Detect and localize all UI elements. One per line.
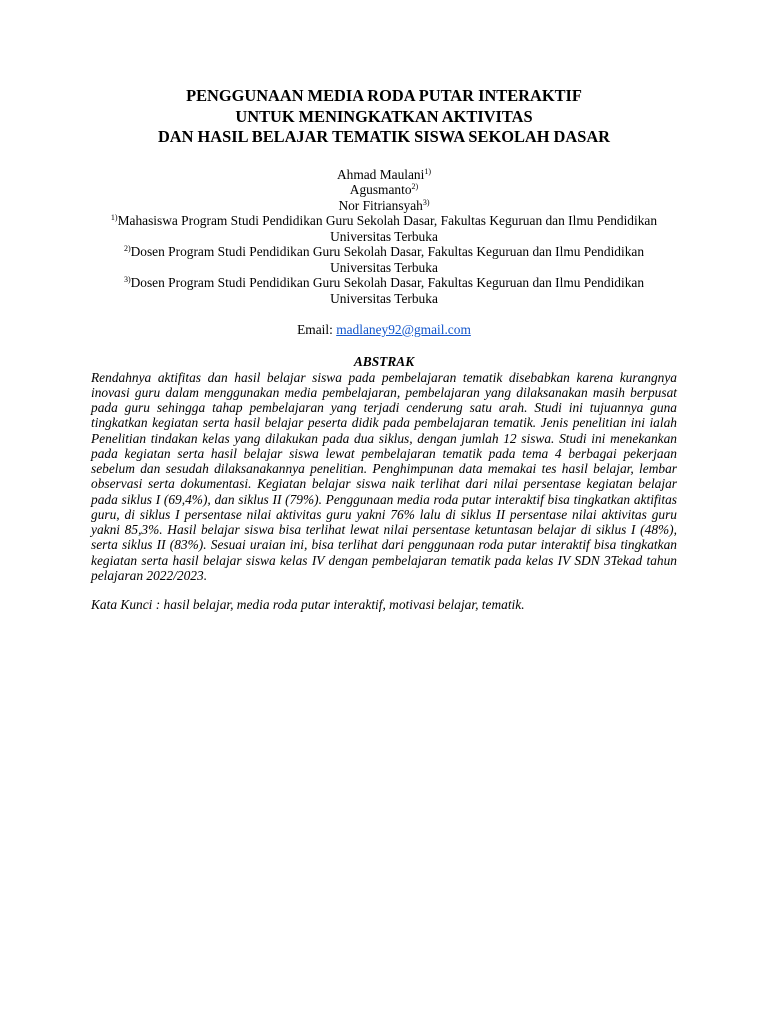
author-name: Agusmanto — [349, 182, 412, 197]
title-line-1: PENGGUNAAN MEDIA RODA PUTAR INTERAKTIF — [186, 86, 582, 105]
author-mark: 1) — [424, 166, 432, 176]
affiliation-text: Dosen Program Studi Pendidikan Guru Sekolah Dasar, Fakultas Keguruan dan Ilmu Pendidikan — [130, 275, 645, 290]
title-line-2: UNTUK MENINGKATKAN AKTIVITAS — [235, 106, 533, 126]
affiliation-mark: 3) — [123, 275, 131, 284]
author-mark: 3) — [422, 197, 430, 207]
author-3 — [91, 198, 677, 214]
author-block — [91, 167, 677, 307]
author-name: Ahmad Maulani — [336, 166, 425, 182]
email-label: Email: — [297, 322, 337, 337]
title-line-3: DAN HASIL BELAJAR TEMATIK SISWA SEKOLAH DASAR — [157, 127, 611, 146]
email-line — [91, 322, 677, 338]
affiliation-text: Dosen Program Studi Pendidikan Guru Sekolah Dasar, Fakultas Keguruan dan Ilmu Pendidikan — [130, 244, 645, 259]
affiliation-2-institution: Universitas Terbuka — [330, 259, 438, 275]
keywords: Kata Kunci : hasil belajar, media roda putar interaktif, motivasi belajar, tematik. — [91, 597, 525, 612]
affiliation-2 — [91, 244, 677, 260]
author-2 — [91, 182, 677, 198]
abstract-body: Rendahnya aktifitas dan hasil belajar siswa pada pembelajaran tematik disebabkan karena kurangnya inovasi guru dalam menggunakan media pembelajaran, pembelajaran yang dilaksanakan masih berpusat pada guru sehingga tahap pembelajaran yang terjadi cenderung satu arah. Studi ini tujuannya guna tingkatkan kegiatan serta hasil belajar peserta didik pada pembelajaran tematik. Jenis penelitian ini ialah Penelitian tindakan kelas yang dilakukan pada dua siklus, dengan jumlah 12 siswa. Studi ini menekankan pada kegiatan serta hasil belajar siswa lewat pembelajaran tematik pada tema 4 berbagai pekerjaan sebelum dan sesudah dilaksanakannya penelitian. Penghimpunan data memakai tes hasil belajar, lembar observasi serta dokumentasi. Kegiatan belajar siswa naik terlihat dari nilai persentase kegiatan belajar pada siklus I (69,4%), dan siklus II (79%). Penggunaan media roda putar interaktif bisa tingkatkan aktifitas guru, di siklus I persentase nilai aktivitas guru yakni 76% lalu di siklus II persentase nilai aktivitas guru yakni 85,3%. Hasil belajar siswa bisa terlihat lewat nilai persentase ketuntasan belajar di siklus I (48%), serta siklus II (83%). Sesuai uraian ini, bisa terlihat dari penggunaan roda putar interaktif bisa tingkatkan kegiatan serta hasil belajar siswa kelas IV dengan pembelajaran tematik pada kelas IV SDN 3Tekad tahun pelajaran 2022/2023. — [91, 369, 677, 583]
paper-first-page — [91, 86, 677, 613]
paper-title — [91, 86, 677, 148]
affiliation-text: Mahasiswa Program Studi Pendidikan Guru Sekolah Dasar, Fakultas Keguruan dan Ilmu Pendidikan — [117, 213, 658, 228]
affiliation-3 — [91, 275, 677, 291]
affiliation-mark: 2) — [123, 244, 131, 253]
abstract-heading: ABSTRAK — [353, 354, 415, 369]
author-mark: 2) — [411, 182, 419, 191]
affiliation-1-institution: Universitas Terbuka — [330, 228, 438, 244]
email-link[interactable]: madlaney92@gmail.com — [336, 322, 471, 337]
author-name: Nor Fitriansyah — [338, 197, 423, 213]
affiliation-3-institution: Universitas Terbuka — [330, 290, 438, 306]
affiliation-mark: 1) — [110, 213, 118, 222]
affiliation-1 — [91, 213, 677, 229]
author-1 — [91, 167, 677, 183]
